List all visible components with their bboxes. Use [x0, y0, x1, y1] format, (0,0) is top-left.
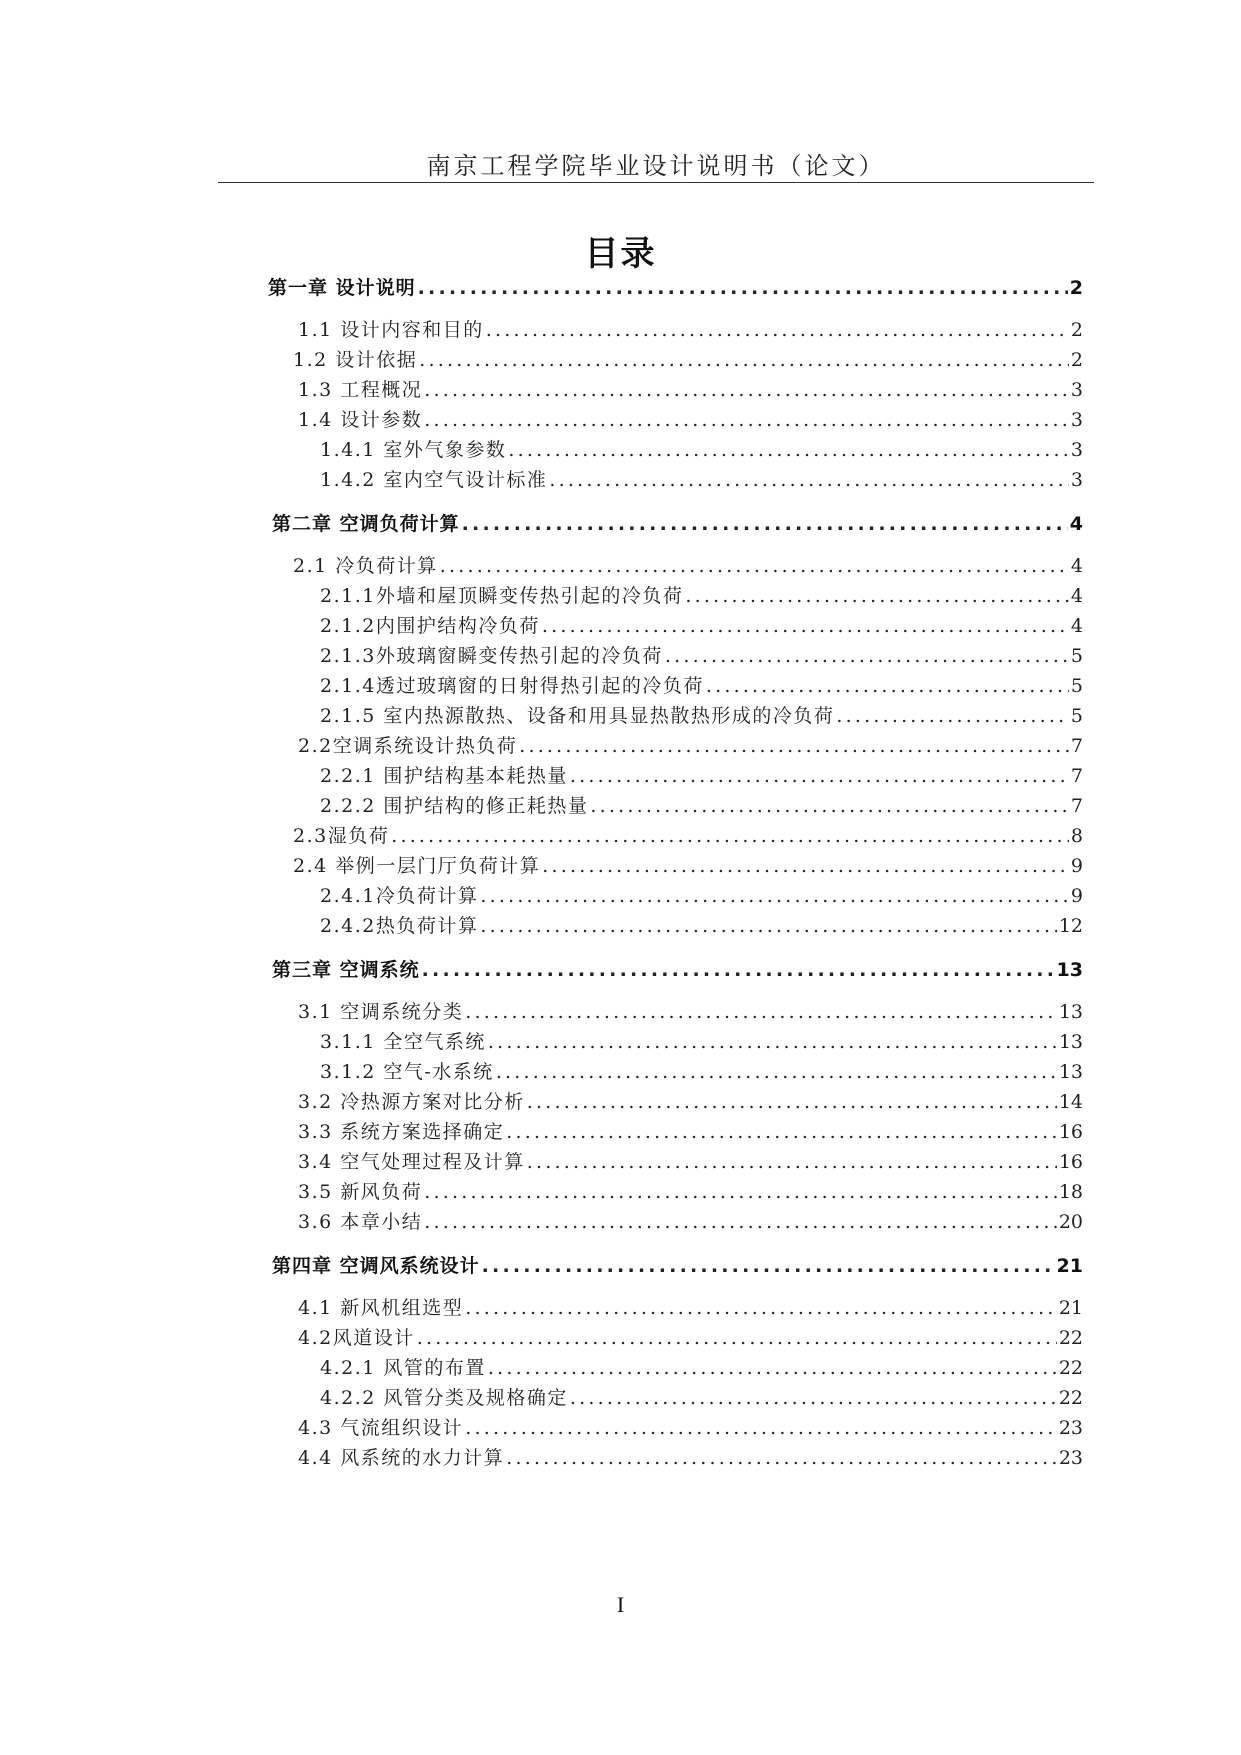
toc-leader-dots: [480, 882, 1069, 910]
toc-entry[interactable]: [320, 642, 1083, 670]
toc-leader-dots: [418, 274, 1068, 302]
toc-entry-label: 1.2 设计依据: [293, 349, 418, 371]
toc-entry-label: 2.1.1外墙和屋顶瞬变传热引起的冷负荷: [320, 585, 684, 607]
toc-entry-label: 第二章 空调负荷计算: [272, 513, 460, 535]
toc-entry[interactable]: [298, 1088, 1083, 1116]
toc-entry[interactable]: [293, 552, 1083, 580]
toc-entry[interactable]: [320, 612, 1083, 640]
toc-entry[interactable]: [320, 466, 1083, 494]
toc-entry-label: 2.4.1冷负荷计算: [320, 885, 479, 907]
toc-entry-label: 1.3 工程概况: [298, 379, 423, 401]
toc-entry-label: 3.2 冷热源方案对比分析: [298, 1091, 525, 1113]
toc-leader-dots: [506, 1118, 1057, 1146]
toc-leader-dots: [706, 672, 1069, 700]
toc-entry-page: 4: [1069, 513, 1083, 535]
toc-leader-dots: [508, 436, 1069, 464]
toc-entry[interactable]: [320, 1058, 1083, 1086]
toc-entry[interactable]: [298, 1208, 1083, 1236]
toc-leader-dots: [480, 912, 1056, 940]
toc-entry-page: 4: [1070, 615, 1083, 637]
toc-leader-dots: [570, 762, 1069, 790]
toc-leader-dots: [424, 1208, 1057, 1236]
toc-entry-page: 13: [1056, 959, 1083, 981]
toc-leader-dots: [665, 642, 1069, 670]
toc-leader-dots: [391, 822, 1069, 850]
toc-entry-label: 第四章 空调风系统设计: [272, 1255, 480, 1277]
toc-entry[interactable]: [320, 672, 1083, 700]
toc-entry[interactable]: [320, 1384, 1083, 1412]
toc-leader-dots: [488, 1354, 1057, 1382]
toc-entry[interactable]: [298, 1118, 1083, 1146]
toc-leader-dots: [417, 1324, 1057, 1352]
toc-entry-label: 第一章 设计说明: [268, 277, 416, 299]
toc-entry[interactable]: [272, 510, 1083, 538]
toc-entry-label: 2.1.5 室内热源散热、设备和用具显热散热形成的冷负荷: [320, 705, 835, 727]
toc-entry[interactable]: [298, 406, 1083, 434]
toc-leader-dots: [488, 1028, 1057, 1056]
toc-entry-page: 22: [1058, 1357, 1083, 1379]
toc-leader-dots: [465, 998, 1057, 1026]
toc-entry[interactable]: [320, 1028, 1083, 1056]
toc-entry-label: 1.1 设计内容和目的: [298, 319, 484, 341]
toc-entry[interactable]: [298, 1294, 1083, 1322]
toc-entry-page: 18: [1058, 1181, 1083, 1203]
toc-entry-label: 2.1 冷负荷计算: [293, 555, 438, 577]
toc-entry-label: 2.1.3外玻璃窗瞬变传热引起的冷负荷: [320, 645, 663, 667]
toc-entry[interactable]: [293, 822, 1083, 850]
toc-entry-label: 2.3湿负荷: [293, 825, 390, 847]
toc-leader-dots: [496, 1058, 1057, 1086]
toc-leader-dots: [549, 466, 1069, 494]
toc-entry-label: 3.6 本章小结: [298, 1211, 423, 1233]
toc-entry-page: 5: [1070, 645, 1083, 667]
toc-entry[interactable]: [298, 1178, 1083, 1206]
page-number: I: [616, 1592, 625, 1617]
toc-entry[interactable]: [268, 274, 1083, 302]
toc-entry[interactable]: [320, 792, 1083, 820]
toc-entry-page: 23: [1058, 1447, 1083, 1469]
toc-entry[interactable]: [272, 1252, 1083, 1280]
toc-leader-dots: [424, 406, 1069, 434]
toc-entry-page: 22: [1058, 1327, 1083, 1349]
toc-entry-page: 21: [1056, 1255, 1083, 1277]
toc-entry[interactable]: [293, 852, 1083, 880]
toc-entry-label: 3.1.2 空气-水系统: [320, 1061, 494, 1083]
toc-entry-page: 2: [1070, 349, 1083, 371]
toc-entry-label: 2.2.1 围护结构基本耗热量: [320, 765, 568, 787]
toc-leader-dots: [542, 612, 1069, 640]
toc-leader-dots: [527, 1148, 1057, 1176]
document-header: 南京工程学院毕业设计说明书（论文）: [426, 152, 886, 180]
toc-entry-page: 9: [1070, 885, 1083, 907]
toc-entry-page: 2: [1069, 277, 1083, 299]
toc-entry-page: 13: [1058, 1031, 1083, 1053]
toc-entry-page: 4: [1070, 585, 1083, 607]
toc-entry-label: 第三章 空调系统: [272, 959, 420, 981]
toc-entry[interactable]: [298, 1324, 1083, 1352]
toc-entry-page: 7: [1070, 765, 1083, 787]
toc-entry[interactable]: [298, 316, 1083, 344]
toc-entry-label: 4.2.1 风管的布置: [320, 1357, 486, 1379]
toc-entry[interactable]: [298, 376, 1083, 404]
toc-leader-dots: [462, 510, 1068, 538]
toc-entry[interactable]: [293, 346, 1083, 374]
toc-leader-dots: [519, 732, 1069, 760]
toc-entry-page: 13: [1058, 1061, 1083, 1083]
toc-leader-dots: [419, 346, 1069, 374]
toc-entry-page: 16: [1058, 1151, 1083, 1173]
toc-entry[interactable]: [298, 1148, 1083, 1176]
toc-entry-label: 4.1 新风机组选型: [298, 1297, 464, 1319]
toc-entry-label: 2.4.2热负荷计算: [320, 915, 479, 937]
toc-entry-label: 1.4.1 室外气象参数: [320, 439, 507, 461]
toc-entry-label: 2.2.2 围护结构的修正耗热量: [320, 795, 589, 817]
toc-entry-label: 4.3 气流组织设计: [298, 1417, 464, 1439]
toc-entry[interactable]: [298, 1414, 1083, 1442]
toc-leader-dots: [570, 1384, 1057, 1412]
toc-leader-dots: [486, 316, 1069, 344]
toc-entry-page: 5: [1070, 675, 1083, 697]
toc-entry-page: 9: [1070, 855, 1083, 877]
toc-entry-page: 13: [1058, 1001, 1083, 1023]
toc-entry-label: 1.4.2 室内空气设计标准: [320, 469, 548, 491]
toc-leader-dots: [542, 852, 1069, 880]
toc-entry-page: 3: [1070, 469, 1083, 491]
toc-leader-dots: [506, 1444, 1057, 1472]
toc-title: 目录: [584, 234, 657, 274]
toc-leader-dots: [424, 376, 1069, 404]
toc-leader-dots: [482, 1252, 1055, 1280]
toc-entry-page: 3: [1070, 439, 1083, 461]
toc-entry-page: 14: [1058, 1091, 1083, 1113]
toc-entry-page: 7: [1070, 735, 1083, 757]
toc-entry-page: 22: [1058, 1387, 1083, 1409]
toc-leader-dots: [424, 1178, 1057, 1206]
toc-entry-page: 20: [1058, 1211, 1083, 1233]
toc-entry-label: 2.2空调系统设计热负荷: [298, 735, 518, 757]
toc-entry[interactable]: [320, 436, 1083, 464]
toc-leader-dots: [422, 956, 1055, 984]
toc-entry-page: 4: [1070, 555, 1083, 577]
toc-entry[interactable]: [320, 912, 1083, 940]
toc-entry[interactable]: [298, 1444, 1083, 1472]
toc-leader-dots: [465, 1294, 1057, 1322]
toc-entry-label: 2.1.4透过玻璃窗的日射得热引起的冷负荷: [320, 675, 704, 697]
toc-entry-label: 2.4 举例一层门厅负荷计算: [293, 855, 541, 877]
toc-entry-label: 4.2.2 风管分类及规格确定: [320, 1387, 568, 1409]
toc-entry[interactable]: [320, 1354, 1083, 1382]
toc-entry-page: 3: [1070, 409, 1083, 431]
toc-entry-label: 3.1 空调系统分类: [298, 1001, 464, 1023]
toc-leader-dots: [527, 1088, 1057, 1116]
toc-entry[interactable]: [320, 702, 1083, 730]
toc-leader-dots: [590, 792, 1069, 820]
toc-entry-label: 4.2风道设计: [298, 1327, 415, 1349]
toc-entry-page: 21: [1058, 1297, 1083, 1319]
toc-entry[interactable]: [298, 998, 1083, 1026]
toc-leader-dots: [440, 552, 1069, 580]
toc-leader-dots: [465, 1414, 1057, 1442]
toc-entry[interactable]: [320, 762, 1083, 790]
toc-entry-label: 3.1.1 全空气系统: [320, 1031, 486, 1053]
toc-entry-page: 7: [1070, 795, 1083, 817]
toc-entry[interactable]: [272, 956, 1083, 984]
toc-entry-label: 4.4 风系统的水力计算: [298, 1447, 505, 1469]
toc-entry-label: 2.1.2内围护结构冷负荷: [320, 615, 540, 637]
toc-entry[interactable]: [320, 582, 1083, 610]
toc-entry-label: 1.4 设计参数: [298, 409, 423, 431]
toc-leader-dots: [685, 582, 1069, 610]
toc-entry[interactable]: [298, 732, 1083, 760]
toc-entry-page: 16: [1058, 1121, 1083, 1143]
toc-entry-page: 5: [1070, 705, 1083, 727]
toc-leader-dots: [836, 702, 1069, 730]
toc-entry-page: 12: [1058, 915, 1083, 937]
toc-entry-page: 23: [1058, 1417, 1083, 1439]
toc-entry-page: 8: [1070, 825, 1083, 847]
toc-entry[interactable]: [320, 882, 1083, 910]
toc-entry-page: 2: [1070, 319, 1083, 341]
toc-entry-label: 3.4 空气处理过程及计算: [298, 1151, 525, 1173]
toc-entry-label: 3.5 新风负荷: [298, 1181, 423, 1203]
toc-entry-label: 3.3 系统方案选择确定: [298, 1121, 505, 1143]
toc-entry-page: 3: [1070, 379, 1083, 401]
